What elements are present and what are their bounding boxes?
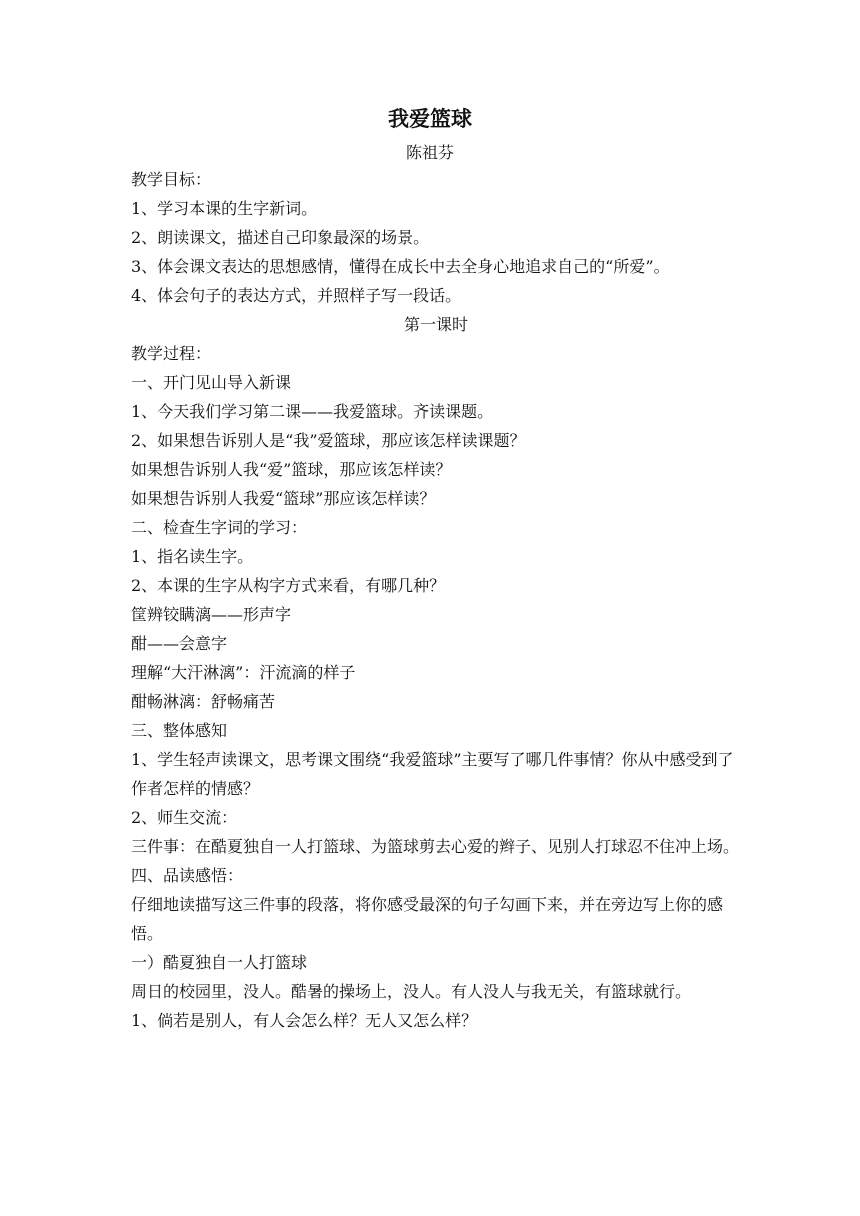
lesson-period-heading: 第一课时 (403, 315, 468, 334)
paragraph: 1、指名读生字。 (131, 547, 254, 566)
paragraph: 酣畅淋漓：舒畅痛苦 (131, 692, 276, 711)
goal-item: 4、体会句子的表达方式，并照样子写一段话。 (131, 286, 462, 305)
part-heading: 一、开门见山导入新课 (131, 373, 292, 392)
paragraph: 1、倘若是别人，有人会怎么样？无人又怎么样？ (131, 1011, 478, 1030)
sub-heading: 一）酷夏独自一人打篮球 (131, 953, 308, 972)
part-heading: 二、检查生字词的学习： (131, 518, 308, 537)
paragraph: 三件事：在酷夏独自一人打篮球、为篮球剪去心爱的辫子、见别人打球忍不住冲上场。 (131, 837, 740, 856)
section-heading: 教学目标： (131, 170, 212, 189)
part-heading: 四、品读感悟： (131, 866, 244, 885)
paragraph: 1、今天我们学习第二课——我爱篮球。齐读课题。 (131, 402, 494, 421)
section-heading: 教学过程： (131, 344, 212, 363)
goal-item: 3、体会课文表达的思想感情，懂得在成长中去全身心地追求自己的“所爱”。 (131, 257, 670, 276)
goal-item: 2、朗读课文，描述自己印象最深的场景。 (131, 228, 430, 247)
paragraph: 酣——会意字 (131, 634, 228, 653)
paragraph: 周日的校园里，没人。酷暑的操场上，没人。有人没人与我无关，有篮球就行。 (131, 982, 692, 1001)
paragraph: 如果想告诉别人我“爱”篮球，那应该怎样读？ (131, 460, 452, 479)
paragraph: 如果想告诉别人我爱“篮球”那应该怎样读？ (131, 489, 436, 508)
paragraph: 理解“大汗淋漓”：汗流滴的样子 (131, 663, 356, 682)
paragraph: 2、师生交流： (131, 808, 238, 827)
paragraph: 仔细地读描写这三件事的段落，将你感受最深的句子勾画下来，并在旁边写上你的感悟。 (131, 895, 724, 943)
author-name: 陈祖芬 (405, 143, 454, 162)
paragraph: 筐辨铰瞒漓——形声字 (131, 605, 292, 624)
document-body (131, 165, 741, 1035)
paragraph: 2、如果想告诉别人是“我”爱篮球，那应该怎样读课题？ (131, 431, 526, 450)
paragraph: 2、本课的生字从构字方式来看，有哪几种？ (131, 576, 446, 595)
part-heading: 三、整体感知 (131, 721, 228, 740)
document-title: 我爱篮球 (388, 106, 472, 131)
goal-item: 1、学习本课的生字新词。 (131, 199, 318, 218)
paragraph: 1、学生轻声读课文，思考课文围绕“我爱篮球”主要写了哪几件事情？你从中感受到了作者怎样的情感？ (131, 750, 734, 798)
